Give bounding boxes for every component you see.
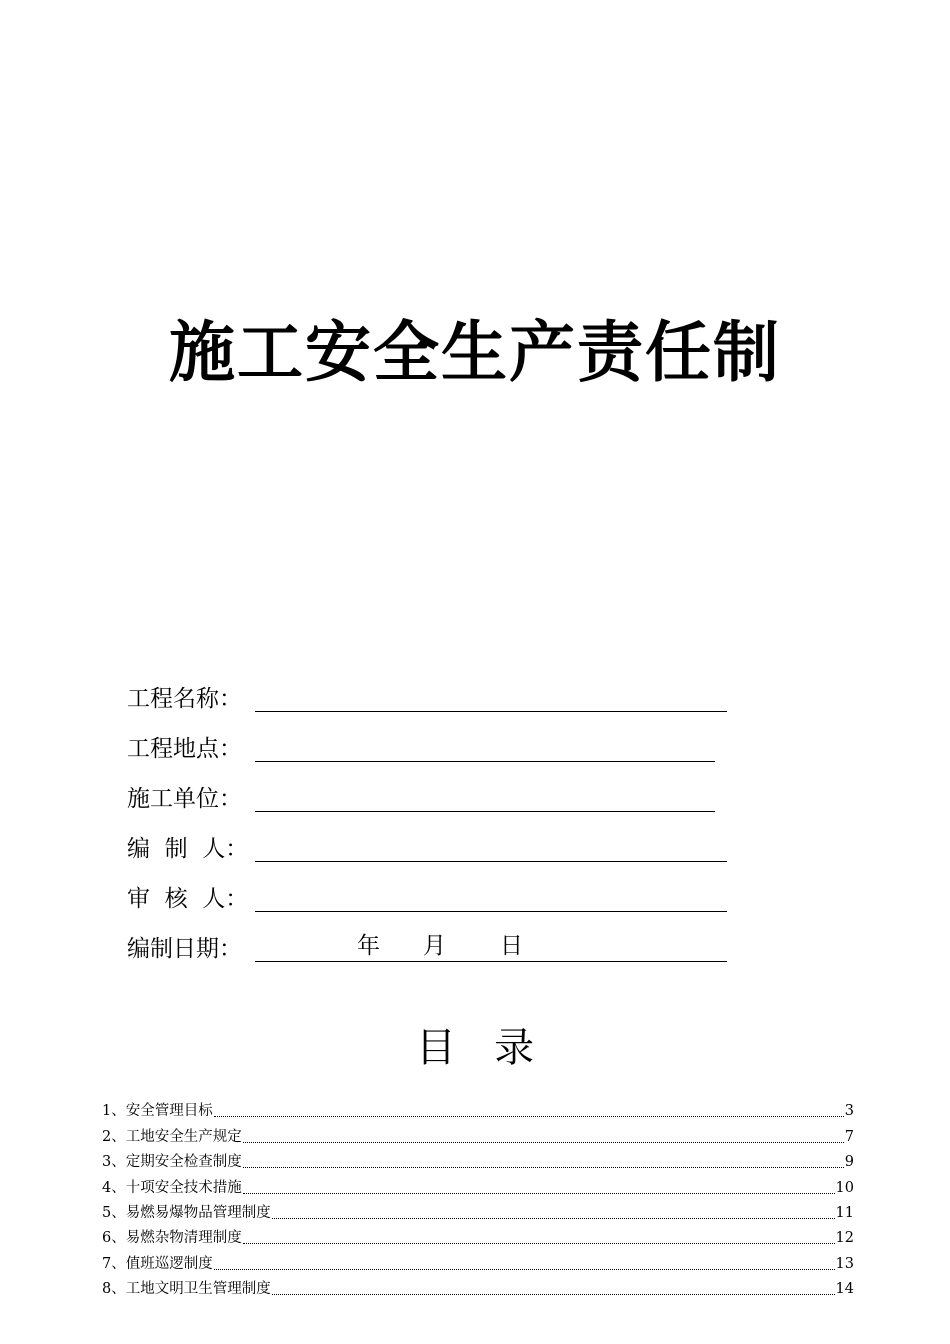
toc-item[interactable] [102, 1172, 854, 1197]
date-day-label: 日 [500, 933, 523, 959]
toc-item[interactable] [102, 1096, 854, 1121]
toc-leader-dots [272, 1217, 835, 1219]
toc-leader-dots [272, 1293, 835, 1295]
toc-item[interactable] [102, 1274, 854, 1299]
compiler-label: 编 制 人： [127, 836, 249, 862]
toc-item-page: 14 [835, 1281, 854, 1298]
form-row-project-location [127, 730, 715, 764]
compile-date-line[interactable] [255, 931, 727, 962]
toc-item[interactable] [102, 1121, 854, 1146]
table-of-contents [102, 1096, 854, 1299]
date-year-label: 年 [357, 933, 380, 959]
project-location-label: 工程地点： [127, 736, 242, 762]
toc-item-label: 6、易燃杂物清理制度 [102, 1230, 242, 1247]
toc-leader-dots [243, 1166, 844, 1168]
toc-item-page: 11 [835, 1204, 854, 1221]
form-row-compiler [127, 830, 727, 864]
compile-date-label: 编制日期： [127, 936, 242, 962]
toc-item-label: 1、安全管理目标 [102, 1103, 213, 1120]
compiler-line[interactable] [255, 831, 727, 862]
toc-item[interactable] [102, 1248, 854, 1273]
reviewer-line[interactable] [255, 881, 727, 912]
toc-item-label: 7、值班巡逻制度 [102, 1255, 213, 1272]
toc-item[interactable] [102, 1147, 854, 1172]
toc-item-page: 3 [844, 1103, 854, 1120]
toc-leader-dots [243, 1192, 835, 1194]
toc-leader-dots [243, 1242, 835, 1244]
toc-item[interactable] [102, 1198, 854, 1223]
project-name-label: 工程名称： [127, 686, 242, 712]
toc-item-page: 9 [844, 1154, 854, 1171]
toc-leader-dots [214, 1268, 835, 1270]
toc-item-label: 3、定期安全检查制度 [102, 1154, 242, 1171]
form-row-project-name [127, 680, 727, 714]
toc-item-page: 7 [844, 1128, 854, 1145]
toc-item-page: 13 [835, 1255, 854, 1272]
form-row-compile-date [127, 930, 727, 964]
toc-item-label: 4、十项安全技术措施 [102, 1179, 242, 1196]
toc-item-label: 8、工地文明卫生管理制度 [102, 1281, 271, 1298]
construction-unit-label: 施工单位： [127, 786, 242, 812]
form-row-reviewer [127, 880, 727, 914]
project-name-line[interactable] [255, 681, 727, 712]
project-location-line[interactable] [255, 731, 715, 762]
form-row-construction-unit [127, 780, 715, 814]
toc-title: 目 录 [415, 1025, 535, 1071]
toc-leader-dots [243, 1141, 844, 1143]
toc-item-label: 2、工地安全生产规定 [102, 1128, 242, 1145]
document-title: 施工安全生产责任制 [169, 314, 781, 391]
toc-item-label: 5、易燃易爆物品管理制度 [102, 1204, 271, 1221]
construction-unit-line[interactable] [255, 781, 715, 812]
toc-item[interactable] [102, 1223, 854, 1248]
reviewer-label: 审 核 人： [127, 886, 249, 912]
toc-item-page: 12 [835, 1230, 854, 1247]
toc-leader-dots [214, 1115, 844, 1117]
toc-item-page: 10 [835, 1179, 854, 1196]
date-month-label: 月 [423, 933, 446, 959]
